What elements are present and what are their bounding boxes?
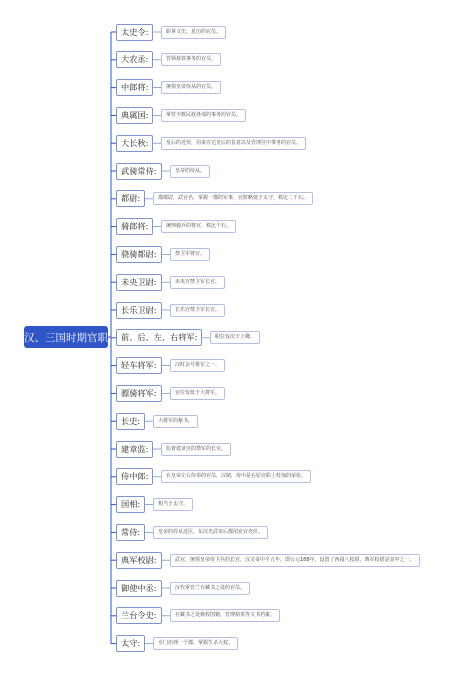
topic-node[interactable]: 轻车将军: [116,357,162,374]
description-node[interactable]: 郡都尉，武官名，掌握一郡的军事，官阶略低于太守，秩比二千石。 [153,192,313,205]
topic-node[interactable]: 大长秋: [116,135,153,152]
description-node[interactable]: 皇后的近侍，用来宣达皇后的旨意以及管理宫中事务的官员。 [161,137,306,150]
description-node[interactable]: 职位仅次于上卿。 [210,331,260,344]
description-node[interactable]: 皇帝的侍从。 [170,165,210,178]
topic-node[interactable]: 长史: [116,413,145,430]
description-node[interactable]: 官位仅低于大将军。 [170,387,225,400]
topic-node[interactable]: 大农丞: [116,51,153,68]
topic-node[interactable]: 骑郎将: [116,218,153,235]
description-node[interactable]: 职掌文史、星历的官员。 [161,26,226,39]
description-node[interactable]: 专门治理一个郡，掌握生杀大权。 [153,637,238,650]
topic-node[interactable]: 侍中郎: [116,468,153,485]
description-node[interactable]: 统帅骑兵的将官，秩比千石。 [161,220,236,233]
description-node[interactable]: 管领盐铁事务的官员。 [161,53,221,66]
description-node[interactable]: 武官，统领皇帝侍卫兵的长官，汉灵帝中平五年，即公元188年，设置了西园八校尉，典军校尉是其中之一。 [170,554,420,567]
topic-node[interactable]: 建章监: [116,441,153,458]
description-node[interactable]: 在皇帝左右侍奉的官员，汉制，侍中是在原官职上特加的荣衔。 [161,470,311,483]
topic-node[interactable]: 骁骑都尉: [116,246,162,263]
topic-node[interactable]: 御使中丞: [116,580,162,597]
description-node[interactable]: 统领皇帝侍从的官员。 [161,81,221,94]
topic-node[interactable]: 中郎将: [116,79,153,96]
description-node[interactable]: 在藏书之处典校图籍，管理劾奏等文书档案。 [170,609,280,622]
description-node[interactable]: 监督建章宫的禁军的长官。 [161,443,231,456]
topic-node[interactable]: 典属国: [116,107,153,124]
description-node[interactable]: 汉时杂号将军之一。 [170,359,225,372]
topic-node[interactable]: 前、后、左、右将军: [116,329,202,346]
root-topic[interactable]: 汉、三国时期官职 [24,326,108,348]
description-node[interactable]: 大将军的秘书。 [153,415,198,428]
description-node[interactable]: 长乐宫禁卫军长官。 [170,304,225,317]
topic-node[interactable]: 骠骑将军: [116,385,162,402]
topic-node[interactable]: 太守: [116,635,145,652]
description-node[interactable]: 汉代掌管兰台藏书之处的官员。 [170,582,250,595]
topic-node[interactable]: 武骑常侍: [116,163,162,180]
topic-node[interactable]: 太史令: [116,24,153,41]
description-node[interactable]: 未央宫禁卫军长官。 [170,276,225,289]
topic-node[interactable]: 长乐卫尉: [116,302,162,319]
topic-node[interactable]: 都尉: [116,190,145,207]
description-node[interactable]: 皇帝的侍从近臣，东汉光武帝后都用宦官充任。 [153,526,268,539]
topic-node[interactable]: 兰台令史: [116,607,162,624]
description-node[interactable]: 禁卫军将官。 [170,248,210,261]
topic-node[interactable]: 国相: [116,496,145,513]
topic-node[interactable]: 常侍: [116,524,145,541]
topic-node[interactable]: 未央卫尉: [116,274,162,291]
description-node[interactable]: 掌管少数民族各部的事务的官员。 [161,109,246,122]
topic-node[interactable]: 典军校尉: [116,552,162,569]
description-node[interactable]: 相当于太守。 [153,498,193,511]
